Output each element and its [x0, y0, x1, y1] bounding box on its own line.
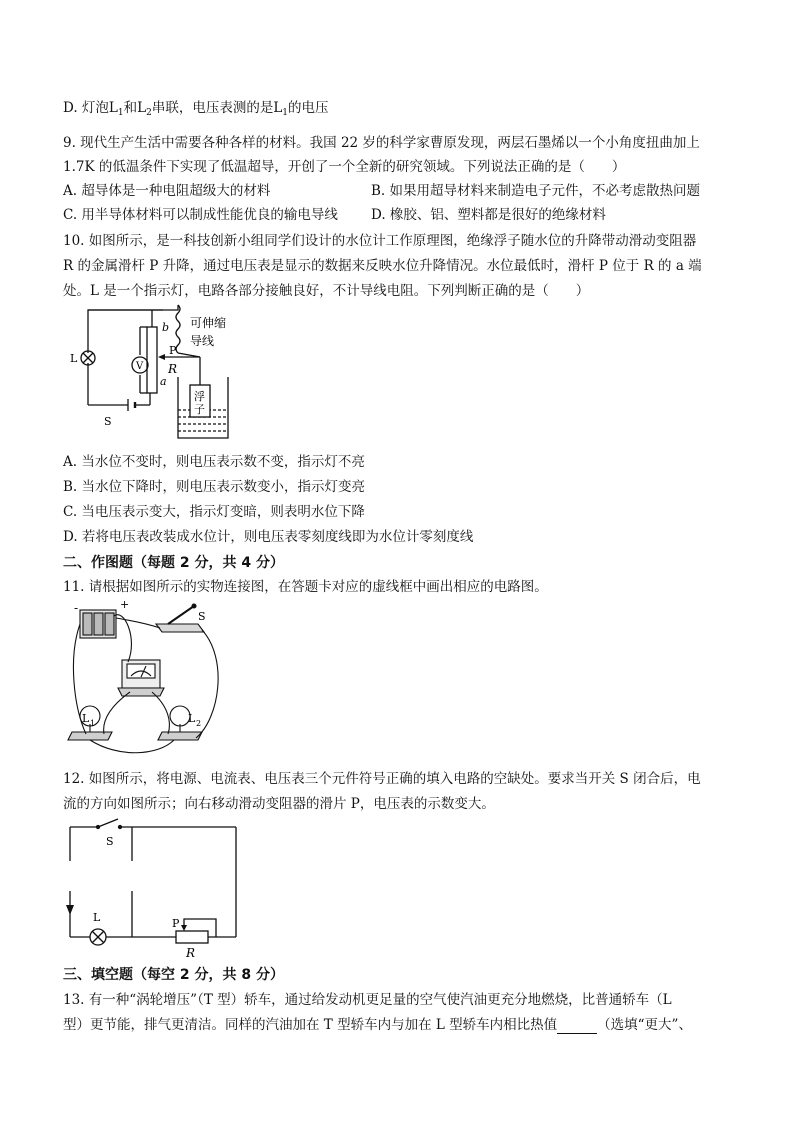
q9-stem-line2: 1.7K 的低温条件下实现了低温超导，开创了一个全新的研究领域。下列说法正确的是（ ）	[63, 159, 626, 175]
svg-text:L: L	[188, 712, 196, 725]
svg-text:导线: 导线	[190, 334, 215, 348]
q13-stem-line1: 13. 有一种“涡轮增压”（T 型）轿车，通过给发动机更足量的空气使汽油更充分地燃烧，比普通轿车（L	[63, 992, 672, 1008]
svg-text:b: b	[162, 321, 170, 334]
svg-text:L: L	[93, 911, 101, 924]
svg-text:浮: 浮	[194, 390, 205, 403]
svg-text:可伸缩: 可伸缩	[190, 316, 227, 330]
svg-text:a: a	[160, 375, 167, 388]
svg-text:R: R	[186, 946, 196, 960]
q9-option-a: A. 超导体是一种电阻超级大的材料	[63, 183, 271, 199]
section-2-heading: 二、作图题（每题 2 分，共 4 分）	[63, 555, 284, 571]
svg-text:S: S	[198, 610, 206, 623]
svg-text:+: +	[120, 598, 130, 611]
current-arrow-icon	[66, 905, 74, 915]
q10-stem-line2: R 的金属滑杆 P 升降，通过电压表是显示的数据来反映水位升降情况。水位最低时，滑杆 P 位于 R 的 a 端	[63, 258, 702, 274]
svg-text:V: V	[136, 361, 144, 372]
svg-text:R: R	[168, 362, 178, 376]
q10-option-a: A. 当水位不变时，则电压表示数不变，指示灯不亮	[63, 454, 365, 470]
q13-stem-line2: 型）更节能，排气更清洁。同样的汽油加在 T 型轿车内与加在 L 型轿车内相比热值 （选填“更大”、	[63, 1017, 692, 1033]
q10-option-b: B. 当水位下降时，则电压表示数变小，指示灯变亮	[63, 479, 366, 495]
svg-text:P: P	[169, 344, 177, 357]
q9-option-b: B. 如果用超导材料来制造电子元件，不必考虑散热问题	[371, 183, 701, 199]
q11-stem: 11. 请根据如图所示的实物连接图，在答题卡对应的虚线框中画出相应的电路图。	[63, 579, 548, 595]
q10-stem-line1: 10. 如图所示，是一科技创新小组同学们设计的水位计工作原理图，绝缘浮子随水位的升降带动滑动变阻器	[63, 233, 697, 249]
svg-text:2: 2	[196, 719, 202, 728]
slider-arrow-icon	[158, 354, 165, 360]
svg-text:1: 1	[90, 719, 96, 728]
svg-text:L: L	[82, 712, 90, 725]
svg-text:S: S	[104, 415, 112, 428]
slider-arrow-icon	[181, 925, 187, 931]
q9-option-c: C. 用半导体材料可以制成性能优良的输电导线	[63, 207, 338, 223]
q10-option-c: C. 当电压表示变大，指示灯变暗，则表明水位下降	[63, 504, 365, 520]
svg-text:-: -	[74, 601, 79, 615]
q11-physical-wiring-diagram	[68, 598, 228, 758]
q13-answer-blank[interactable]	[557, 1019, 597, 1034]
svg-text:L: L	[70, 352, 78, 365]
q9-stem-line1: 9. 现代生产生活中需要各种各样的材料。我国 22 岁的科学家曹原发现，两层石墨烯以一个小角度扭曲加上	[63, 135, 700, 151]
q10-option-d: D. 若将电压表改装成水位计，则电压表零刻度线即为水位计零刻度线	[63, 529, 474, 545]
q12-circuit-diagram	[66, 815, 246, 960]
svg-text:S: S	[106, 835, 114, 848]
section-3-heading: 三、填空题（每空 2 分，共 8 分）	[63, 967, 284, 983]
q12-stem-line2: 流的方向如图所示；向右移动滑动变阻器的滑片 P，电压表的示数变大。	[63, 796, 495, 812]
q12-stem-line1: 12. 如图所示，将电源、电流表、电压表三个元件符号正确的填入电路的空缺处。要求当开关 S 闭合后，电	[63, 771, 701, 787]
svg-text:子: 子	[194, 403, 205, 416]
q8-option-d: D. 灯泡$L_1$和$L_2$串联，电压表测的是$L_1$的电压	[63, 100, 329, 118]
q10-stem-line3: 处。L 是一个指示灯，电路各部分接触良好，不计导线电阻。下列判断正确的是（ ）	[63, 283, 590, 299]
q10-water-level-circuit-diagram	[70, 305, 250, 445]
svg-text:P: P	[172, 917, 180, 930]
q9-option-d: D. 橡胶、铝、塑料都是很好的绝缘材料	[371, 207, 606, 223]
